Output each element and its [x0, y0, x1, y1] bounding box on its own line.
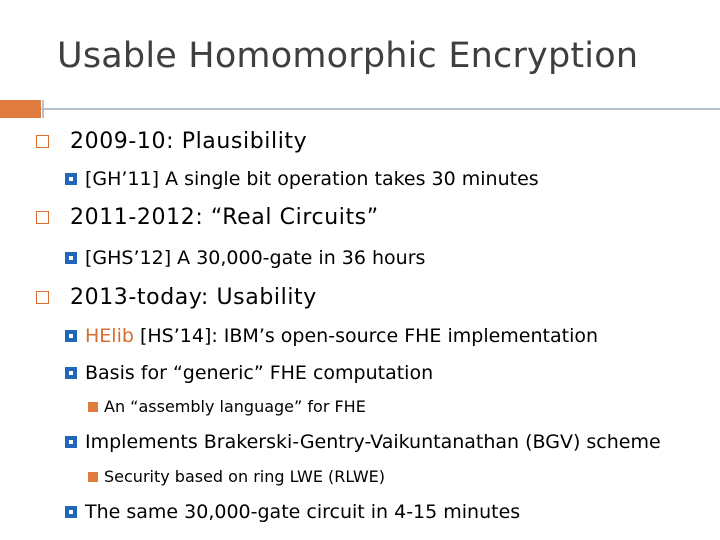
bullet-level1-usability [36, 285, 317, 310]
filled-square-bullet-icon [65, 436, 77, 448]
hollow-square-bullet-icon [36, 135, 49, 148]
bullet-level1-plausibility [36, 129, 307, 154]
helib-link[interactable]: HElib [85, 325, 134, 347]
bullet-text: [HS’14]: IBM’s open-source FHE implementation [133, 325, 599, 347]
bullet-level3-assembly [88, 397, 366, 416]
filled-square-bullet-icon [65, 367, 77, 379]
bullet-text: Security based on ring LWE (RLWE) [104, 467, 386, 486]
hollow-square-bullet-icon [36, 211, 49, 224]
bullet-text: [GH’11] A single bit operation takes 30 minutes [85, 168, 539, 190]
bullet-text: 2013-today: Usability [70, 285, 317, 310]
bullet-text: The same 30,000-gate circuit in 4-15 minutes [85, 501, 521, 523]
filled-square-bullet-icon [65, 252, 77, 264]
bullet-text: [GHS’12] A 30,000-gate in 36 hours [85, 247, 426, 269]
bullet-level1-real-circuits [36, 205, 379, 230]
filled-square-bullet-icon [65, 330, 77, 342]
bullet-level2-gh11 [65, 168, 539, 190]
orange-square-bullet-icon [88, 472, 98, 482]
filled-square-bullet-icon [65, 173, 77, 185]
bullet-text: Basis for “generic” FHE computation [85, 362, 434, 384]
title-accent-bar [0, 100, 41, 118]
orange-square-bullet-icon [88, 402, 98, 412]
hollow-square-bullet-icon [36, 291, 49, 304]
bullet-text: Implements Brakerski-Gentry-Vaikuntanathan (BGV) scheme [85, 431, 661, 453]
bullet-text: 2009-10: Plausibility [70, 129, 308, 154]
bullet-level2-helib [65, 325, 598, 347]
title-rule-line [41, 108, 720, 110]
bullet-text: An “assembly language” for FHE [104, 397, 366, 416]
bullet-level2-ghs12 [65, 247, 425, 269]
filled-square-bullet-icon [65, 506, 77, 518]
bullet-level3-rlwe [88, 467, 385, 486]
bullet-level2-basis [65, 362, 433, 384]
slide-title: Usable Homomorphic Encryption [57, 36, 639, 76]
bullet-level2-same-circuit [65, 501, 520, 523]
bullet-level2-bgv [65, 431, 661, 453]
bullet-text: 2011-2012: “Real Circuits” [70, 205, 379, 230]
